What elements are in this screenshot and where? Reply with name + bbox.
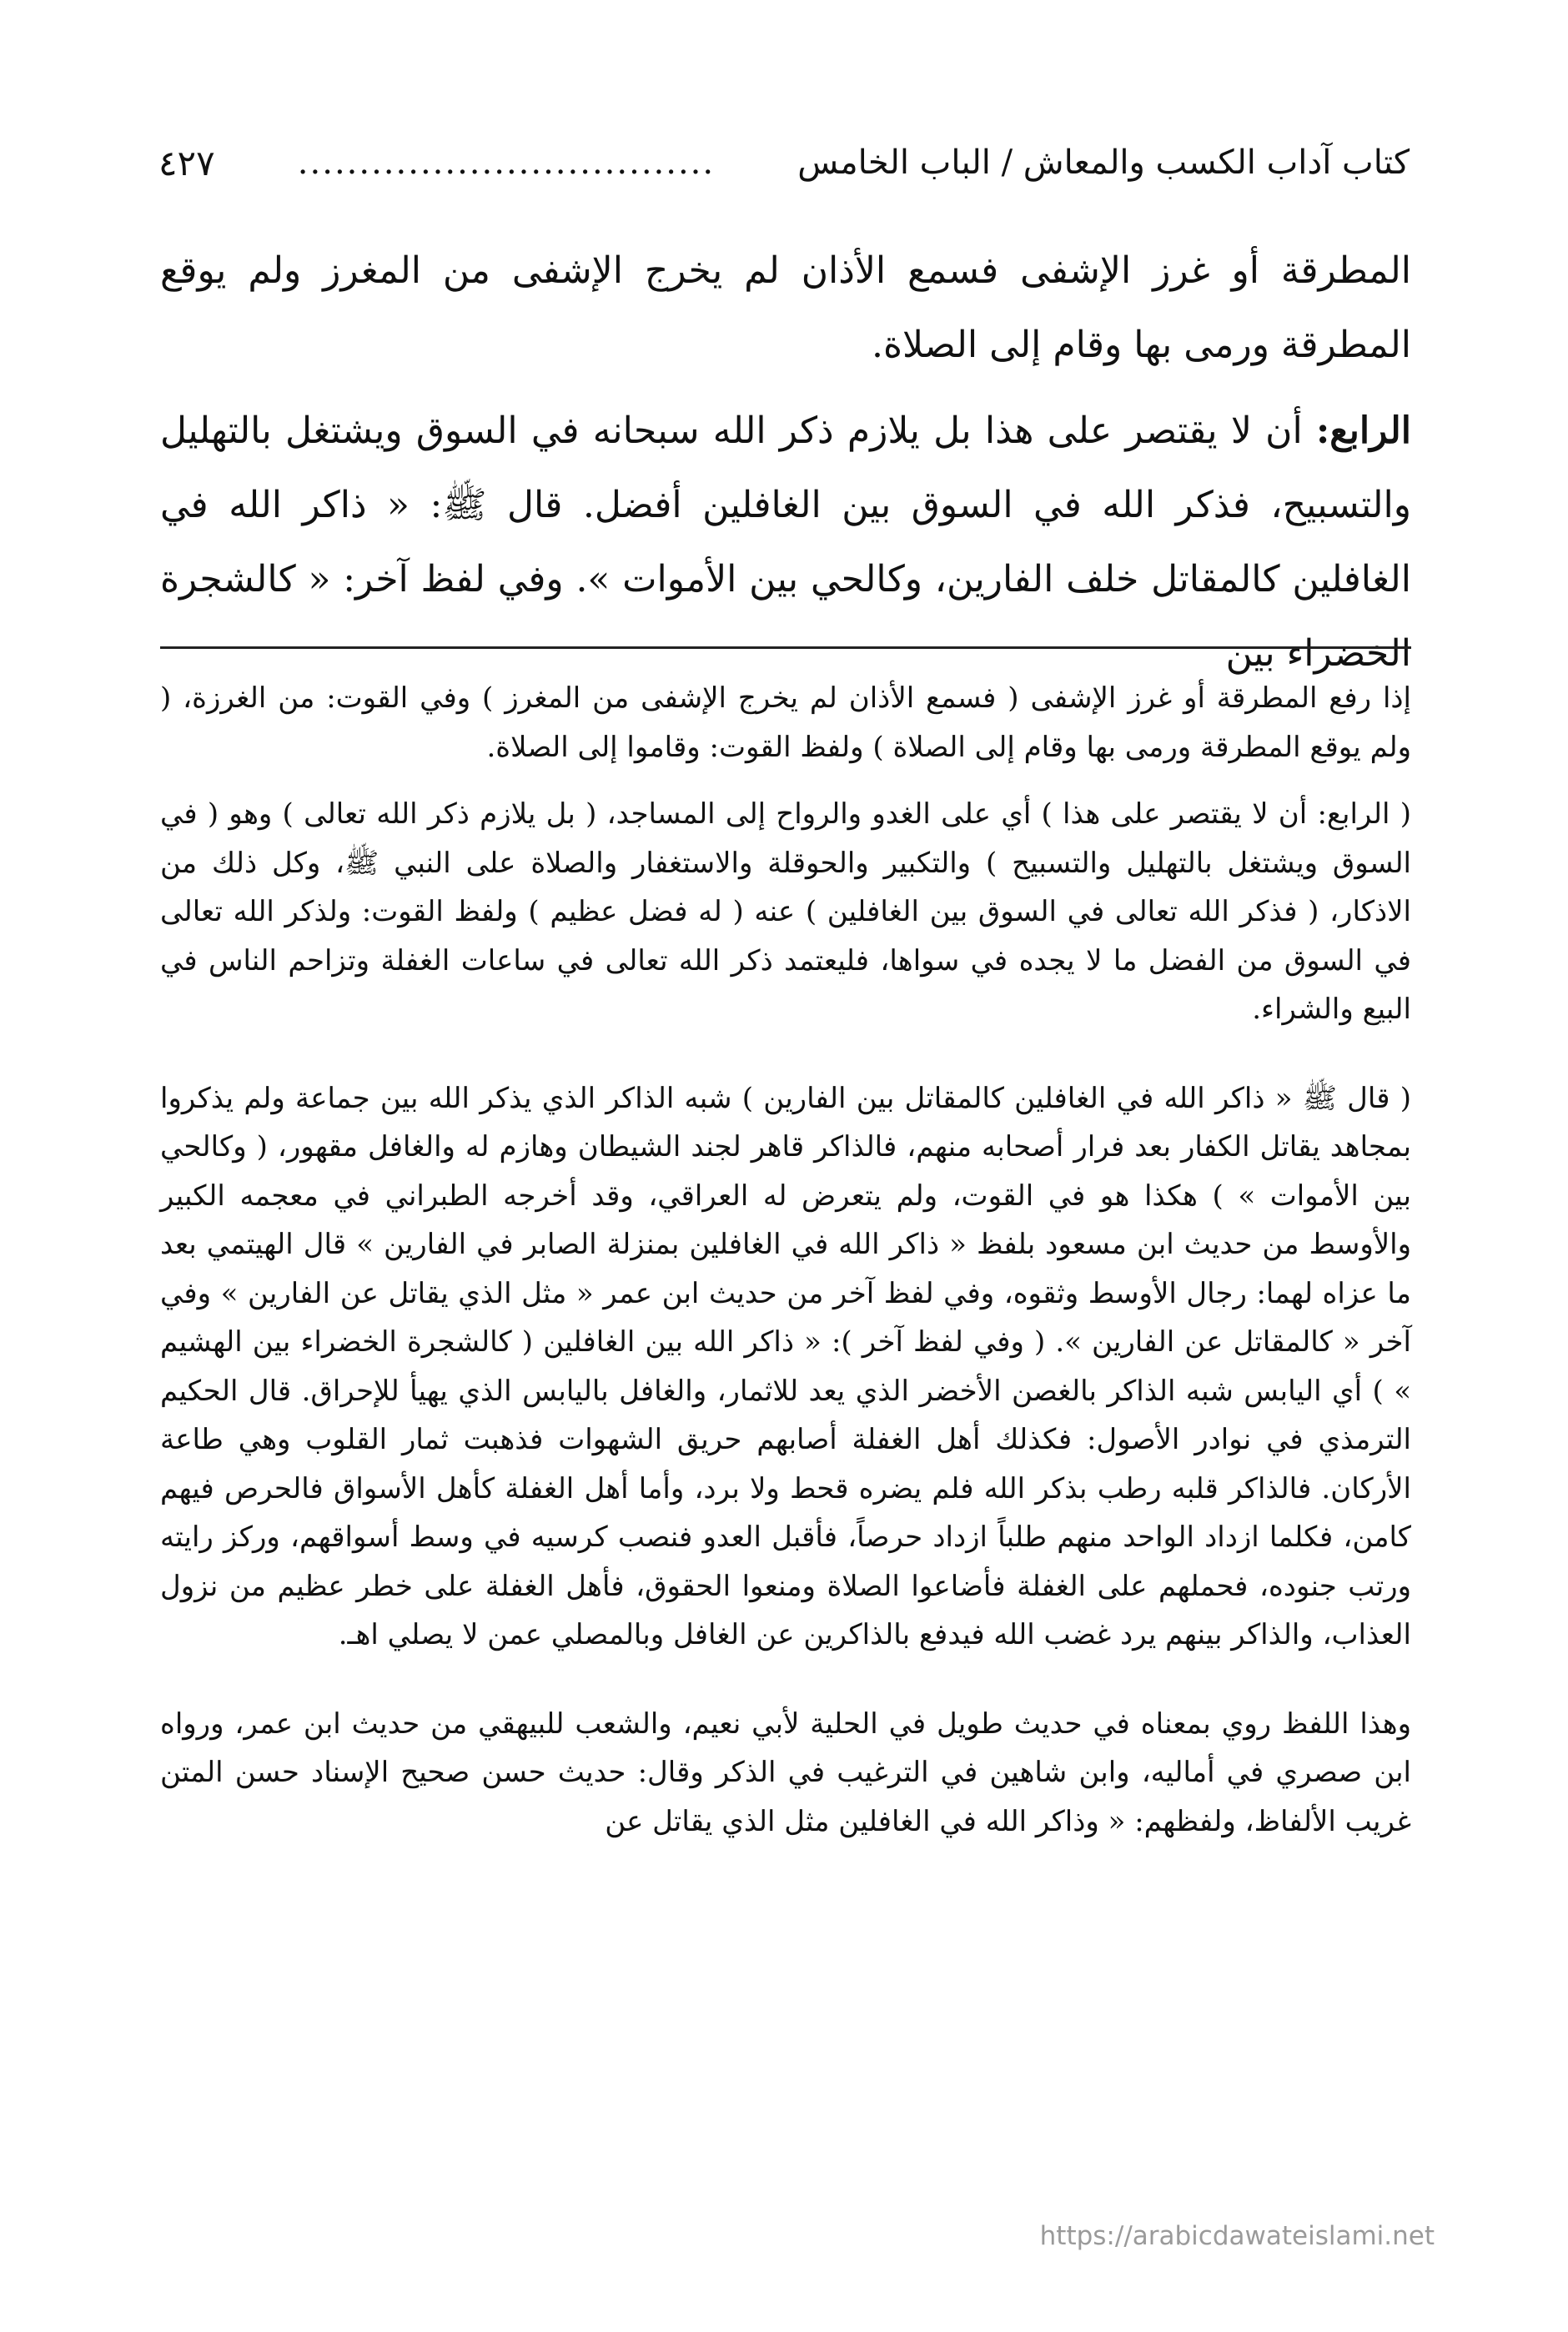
main-text	[160, 234, 1411, 702]
commentary-paragraph-2: ( الرابع: أن لا يقتصر على هذا ) أي على الغدو والرواح إلى المساجد، ( بل يلازم ذكر الله تعالى ) وهو ( في السوق ويشتغل بالتهليل والتسبيح ) والتكبير والحوقلة والاستغفار والصلاة على النبي ﷺ، وكل ذلك من الاذكار، ( فذكر الله تعالى في السوق بين الغافلين ) عنه ( له فضل عظيم ) ولفظ القوت: ولذكر الله تعالى في السوق من الفضل ما لا يجده في سواها، فليعتمد ذكر الله تعالى في ساعات الغفلة وتزاحم الناس في البيع والشراء.	[160, 797, 1411, 1026]
watermark-url: https://arabicdawateislami.net	[1039, 2221, 1435, 2251]
main-paragraph-2-body: أن لا يقتصر على هذا بل يلازم ذكر الله سبحانه في السوق ويشتغل بالتهليل والتسبيح، فذكر الله في السوق بين الغافلين أفضل. قال ﷺ: « ذاكر الله في الغافلين كالمقاتل خلف الفارين، وكالحي بين الأموات ». وفي لفظ آخر: « كالشجرة الخضراء بين	[160, 410, 1411, 675]
main-paragraph-1: المطرقة أو غرز الإشفى فسمع الأذان لم يخرج الإشفى من المغرز ولم يوقع المطرقة ورمى بها وقام إلى الصلاة.	[160, 249, 1411, 366]
footnote-separator	[160, 646, 1411, 649]
commentary-paragraph-1: إذا رفع المطرقة أو غرز الإشفى ( فسمع الأذان لم يخرج الإشفى من المغرز ) وفي القوت: من الغرزة، ( ولم يوقع المطرقة ورمى بها وقام إلى الصلاة ) ولفظ القوت: وقاموا إلى الصلاة.	[160, 681, 1411, 764]
commentary-text	[160, 674, 1411, 1864]
header-dot-leader: ..................................	[297, 143, 716, 182]
commentary-paragraph-3: ( قال ﷺ « ذاكر الله في الغافلين كالمقاتل بين الفارين ) شبه الذاكر الذي يذكر الله بين جماعة ولم يذكروا بمجاهد يقاتل الكفار بعد فرار أصحابه منهم، فالذاكر قاهر لجند الشيطان وهازم له والغافل مقهور، ( وكالحي بين الأموات » ) هكذا هو في القوت، ولم يتعرض له العراقي، وقد أخرجه الطبراني في معجمه الكبير والأوسط من حديث ابن مسعود بلفظ « ذاكر الله في الغافلين بمنزلة الصابر في الفارين » قال الهيتمي بعد ما عزاه لهما: رجال الأوسط وثقوه، وفي لفظ آخر من حديث ابن عمر « مثل الذي يقاتل عن الفارين » وفي آخر « كالمقاتل عن الفارين ». ( وفي لفظ آخر ): « ذاكر الله بين الغافلين ( كالشجرة الخضراء بين الهشيم » ) أي اليابس شبه الذاكر بالغصن الأخضر الذي يعد للاثمار، والغافل باليابس الذي يهيأ للإحراق. قال الحكيم الترمذي في نوادر الأصول: فكذلك أهل الغفلة أصابهم حريق الشهوات فذهبت ثمار القلوب وهي طاعة الأركان. فالذاكر قلبه رطب بذكر الله فلم يضره قحط ولا برد، وأما أهل الغفلة كأهل الأسواق فالحرص فيهم كامن، فكلما ازداد الواحد منهم طلباً ازداد حرصاً، فأقبل العدو فنصب كرسيه في وسط أسواقهم، وركز رايته ورتب جنوده، فحملهم على الغفلة فأضاعوا الصلاة ومنعوا الحقوق، فأهل الغفلة على خطر عظيم من نزول العذاب، والذاكر بينهم يرد غضب الله فيدفع بالذاكرين عن الغافل وبالمصلي عمن لا يصلي اهـ.	[160, 1081, 1411, 1651]
running-header	[158, 133, 1410, 192]
header-title: كتاب آداب الكسب والمعاش / الباب الخامس	[797, 143, 1410, 182]
page-number: ٤٢٧	[158, 142, 215, 183]
commentary-paragraph-4: وهذا اللفظ روي بمعناه في حديث طويل في الحلية لأبي نعيم، والشعب للبيهقي من حديث ابن عمر، ورواه ابن صصري في أماليه، وابن شاهين في الترغيب في الذكر وقال: حديث حسن صحيح الإسناد حسن المتن غريب الألفاظ، ولفظهم: « وذاكر الله في الغافلين مثل الذي يقاتل عن	[160, 1706, 1411, 1838]
section-lead-label: الرابع:	[1315, 410, 1411, 452]
